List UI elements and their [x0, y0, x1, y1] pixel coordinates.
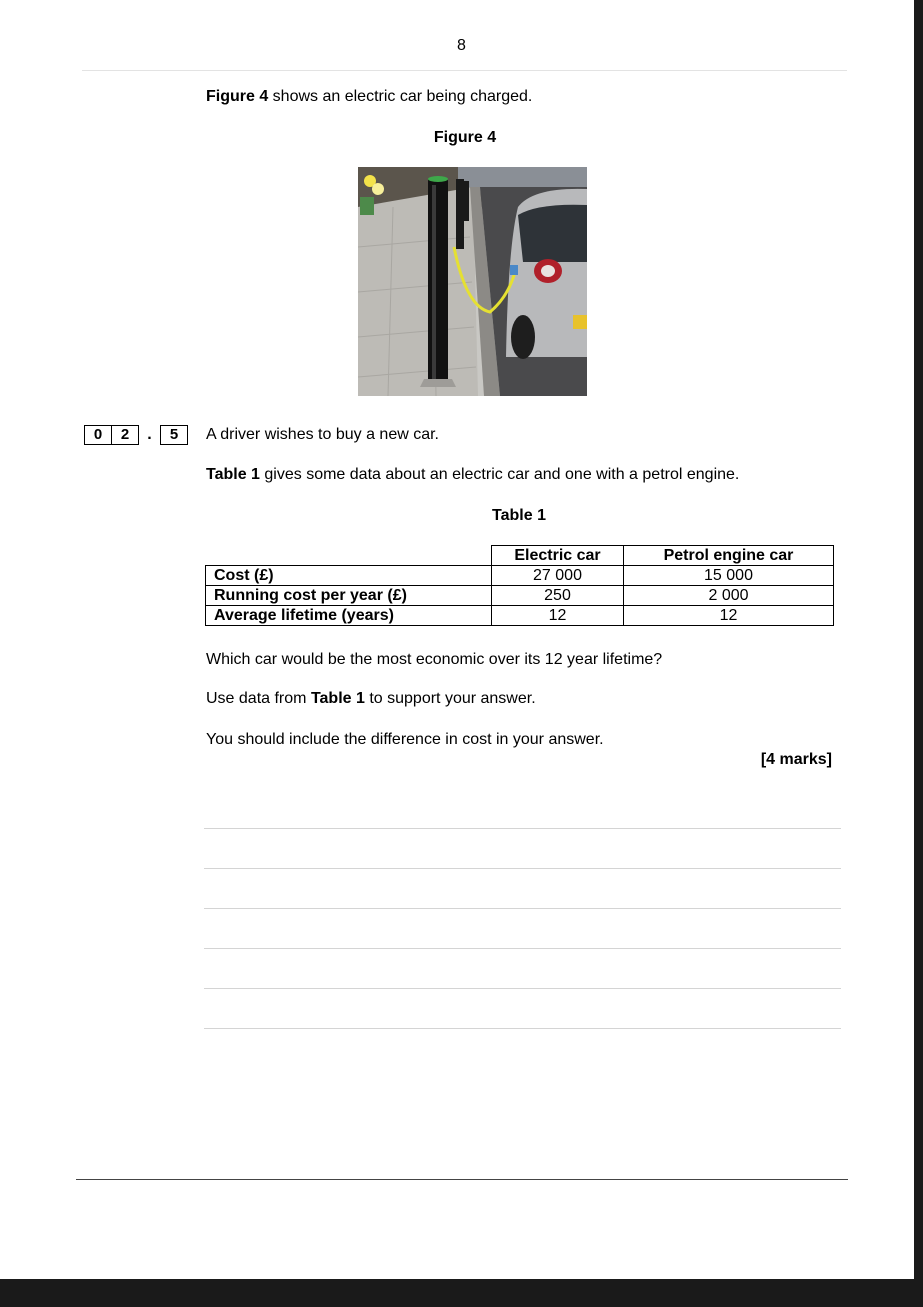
page-bottom-shadow: [0, 1279, 923, 1307]
column-header: Petrol engine car: [624, 546, 834, 566]
answer-line[interactable]: [204, 828, 841, 829]
header-divider: [82, 70, 847, 71]
table-ref: Table 1: [206, 466, 260, 483]
answer-line[interactable]: [204, 988, 841, 989]
electric-car-charging-photo: [358, 167, 587, 396]
table-intro-text: gives some data about an electric car and one with a petrol engine.: [259, 466, 740, 483]
question-subpart-digit: 5: [169, 425, 179, 443]
page-edge-shadow: [914, 0, 923, 1307]
prompt-use-data-before: Use data from: [206, 690, 311, 707]
row-header: Running cost per year (£): [206, 586, 492, 606]
table-row: [206, 586, 834, 606]
table-cell: 2 000: [624, 586, 834, 606]
figure-intro-text: shows an electric car being charged.: [268, 88, 533, 105]
table-cell: 27 000: [492, 566, 624, 586]
answer-line[interactable]: [204, 908, 841, 909]
prompt-difference: You should include the difference in cost in your answer.: [206, 731, 604, 748]
figure-ref: Figure 4: [206, 88, 269, 105]
figure-intro: [206, 88, 532, 106]
prompt-use-data-after: to support your answer.: [364, 690, 536, 707]
question-text: A driver wishes to buy a new car.: [206, 426, 439, 443]
prompt-use-data: [206, 690, 536, 708]
question-subpart-box: [160, 425, 188, 445]
prompt-economic: Which car would be the most economic over its 12 year lifetime?: [206, 651, 663, 668]
table-cell: 12: [492, 606, 624, 626]
answer-line[interactable]: [204, 868, 841, 869]
question-digit: 2: [111, 426, 138, 444]
prompt-table-ref: Table 1: [310, 690, 365, 707]
table-cell: 12: [624, 606, 834, 626]
footer-divider: [76, 1179, 848, 1180]
answer-line[interactable]: [204, 948, 841, 949]
table-cell: 15 000: [624, 566, 834, 586]
column-header: Electric car: [492, 546, 624, 566]
table-title: Table 1: [492, 507, 546, 524]
table-header-row: [206, 546, 834, 566]
row-header: Cost (£): [206, 566, 492, 586]
table-row: [206, 606, 834, 626]
marks-label: [4 marks]: [760, 751, 832, 768]
question-separator: .: [147, 425, 152, 443]
question-digit: 0: [93, 425, 103, 443]
question-number: [84, 425, 188, 444]
table-corner-cell: [206, 546, 492, 566]
car-data-table: [205, 545, 834, 626]
page-number: 8: [457, 37, 466, 54]
table-cell: 250: [492, 586, 624, 606]
row-header: Average lifetime (years): [206, 606, 492, 626]
question-number-box: [84, 425, 139, 445]
table-row: [206, 566, 834, 586]
table-intro: [206, 466, 739, 484]
answer-line[interactable]: [204, 1028, 841, 1029]
figure-title: Figure 4: [433, 129, 497, 146]
